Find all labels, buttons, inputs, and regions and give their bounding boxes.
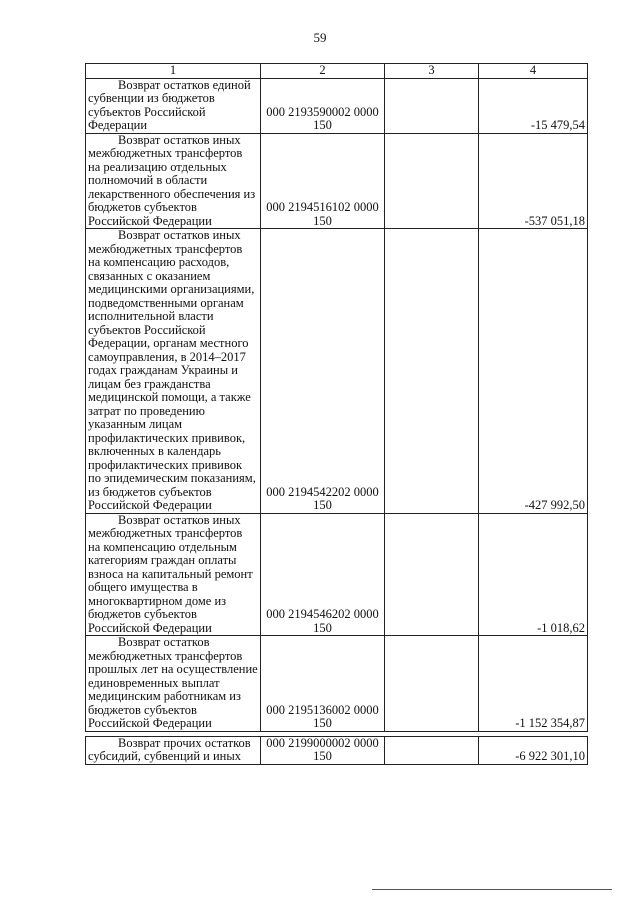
revenue-name-line: межбюджетных трансфертов xyxy=(88,146,243,160)
table-header-row xyxy=(86,64,588,79)
table-row xyxy=(86,636,588,732)
header-col-1: 1 xyxy=(86,64,261,79)
budget-code-line: 150 xyxy=(313,213,332,228)
revenue-name-line: взноса на капитальный ремонт xyxy=(88,566,253,581)
amount-cell: -1 018,62 xyxy=(479,513,588,636)
budget-code-line: 000 2194546202 0000 xyxy=(266,607,379,621)
revenue-name-line: годах гражданам Украины и xyxy=(88,363,238,377)
budget-code-line: 150 xyxy=(313,716,332,730)
revenue-name-line: межбюджетных трансфертов xyxy=(88,526,243,540)
amount-cell: -537 051,18 xyxy=(479,133,588,229)
table-row xyxy=(86,229,588,514)
revenue-name-line: лицам без гражданства xyxy=(88,376,211,391)
revenue-name-line: Возврат остатков иных xyxy=(118,228,241,242)
revenue-name-line: медицинскими организациями, xyxy=(88,282,255,296)
footer-divider xyxy=(372,889,612,890)
page-number: 59 xyxy=(313,30,327,45)
revenue-name-line: субсидий, субвенций и иных xyxy=(88,749,241,763)
revenue-name-line: Российской Федерации xyxy=(88,716,212,730)
revenue-name-line: Российской Федерации xyxy=(88,213,212,228)
budget-code-line: 000 2199000002 0000 xyxy=(266,735,379,750)
revenue-name-line: профилактических прививок xyxy=(88,457,243,472)
revenue-name-line: бюджетов субъектов xyxy=(88,607,197,621)
revenue-name-line: на компенсацию отдельным xyxy=(88,539,237,554)
revenue-name-line: Возврат остатков иных xyxy=(118,132,241,147)
revenue-name-line: бюджетов субъектов xyxy=(88,200,197,214)
budget-code-line: 150 xyxy=(313,118,332,132)
revenue-name-cell xyxy=(86,78,261,133)
col3-cell xyxy=(385,513,479,636)
header-col-2: 2 xyxy=(261,64,385,79)
revenue-name-line: из бюджетов субъектов xyxy=(88,484,212,499)
revenue-name-line: Возврат остатков xyxy=(118,635,210,649)
budget-code-cell xyxy=(261,229,385,514)
amount-cell: -15 479,54 xyxy=(479,78,588,133)
revenue-name-line: межбюджетных трансфертов xyxy=(88,241,243,256)
revenue-name-line: субъектов Российской xyxy=(88,322,206,337)
revenue-name-line: медицинским работникам из xyxy=(88,689,241,703)
budget-code-cell xyxy=(261,78,385,133)
revenue-name-line: единовременных выплат xyxy=(88,675,220,690)
revenue-name-line: медицинской помощи, а также xyxy=(88,390,251,404)
col3-cell xyxy=(385,736,479,764)
table-row xyxy=(86,133,588,229)
revenue-name-cell xyxy=(86,513,261,636)
revenue-name-line: профилактических прививок, xyxy=(88,430,246,445)
col3-cell xyxy=(385,229,479,514)
revenue-name-line: Возврат остатков единой xyxy=(118,77,251,92)
revenue-name-line: субъектов Российской xyxy=(88,104,206,119)
table-row xyxy=(86,736,588,764)
revenue-name-line: Возврат прочих остатков xyxy=(118,735,251,750)
revenue-name-line: указанным лицам xyxy=(88,417,183,431)
header-col-4: 4 xyxy=(479,64,588,79)
budget-code-line: 000 2195136002 0000 xyxy=(266,702,379,717)
revenue-name-line: Российской Федерации xyxy=(88,498,212,512)
col3-cell xyxy=(385,133,479,229)
revenue-name-line: Федерации, органам местного xyxy=(88,336,249,350)
revenue-name-line: самоуправления, в 2014–2017 xyxy=(88,349,246,364)
revenue-name-line: общего имущества в xyxy=(88,580,198,594)
table-row xyxy=(86,78,588,133)
revenue-name-line: многоквартирном доме из xyxy=(88,593,227,608)
col3-cell xyxy=(385,78,479,133)
amount-cell: -427 992,50 xyxy=(479,229,588,514)
revenue-name-line: полномочий в области xyxy=(88,173,208,187)
budget-code-line: 000 2193590002 0000 xyxy=(266,104,379,119)
revenue-name-line: затрат по проведению xyxy=(88,403,205,418)
amount-cell: -1 152 354,87 xyxy=(479,636,588,732)
budget-code-line: 150 xyxy=(313,498,332,512)
revenue-name-line: субвенции из бюджетов xyxy=(88,91,215,105)
revenue-name-line: прошлых лет на осуществление xyxy=(88,662,258,676)
revenue-name-cell xyxy=(86,736,261,764)
revenue-name-cell xyxy=(86,636,261,732)
revenue-name-cell xyxy=(86,133,261,229)
revenue-name-line: на реализацию отдельных xyxy=(88,159,227,174)
revenue-name-line: по эпидемическим показаниям, xyxy=(88,471,256,485)
revenue-name-line: связанных с оказанием xyxy=(88,268,211,283)
budget-code-line: 150 xyxy=(313,620,332,635)
revenue-name-line: исполнительной власти xyxy=(88,309,214,323)
revenue-name-line: подведомственными органам xyxy=(88,295,244,310)
revenue-name-line: категориям граждан оплаты xyxy=(88,553,237,567)
budget-code-line: 000 2194516102 0000 xyxy=(266,200,379,214)
budget-code-cell xyxy=(261,736,385,764)
revenue-name-line: Федерации xyxy=(88,118,148,132)
revenue-name-line: бюджетов субъектов xyxy=(88,702,197,717)
budget-code-cell xyxy=(261,636,385,732)
table-row xyxy=(86,513,588,636)
budget-code-cell xyxy=(261,133,385,229)
header-col-3: 3 xyxy=(385,64,479,79)
revenue-name-line: Российской Федерации xyxy=(88,620,212,635)
budget-code-line: 000 2194542202 0000 xyxy=(266,484,379,499)
budget-code-cell xyxy=(261,513,385,636)
budget-table xyxy=(85,63,588,765)
revenue-name-line: лекарственного обеспечения из xyxy=(88,186,256,201)
revenue-name-line: включенных в календарь xyxy=(88,444,221,458)
revenue-name-cell xyxy=(86,229,261,514)
revenue-name-line: на компенсацию расходов, xyxy=(88,255,230,269)
col3-cell xyxy=(385,636,479,732)
amount-cell: -6 922 301,10 xyxy=(479,736,588,764)
revenue-name-line: Возврат остатков иных xyxy=(118,512,241,527)
revenue-name-line: межбюджетных трансфертов xyxy=(88,648,243,663)
budget-code-line: 150 xyxy=(313,749,332,763)
